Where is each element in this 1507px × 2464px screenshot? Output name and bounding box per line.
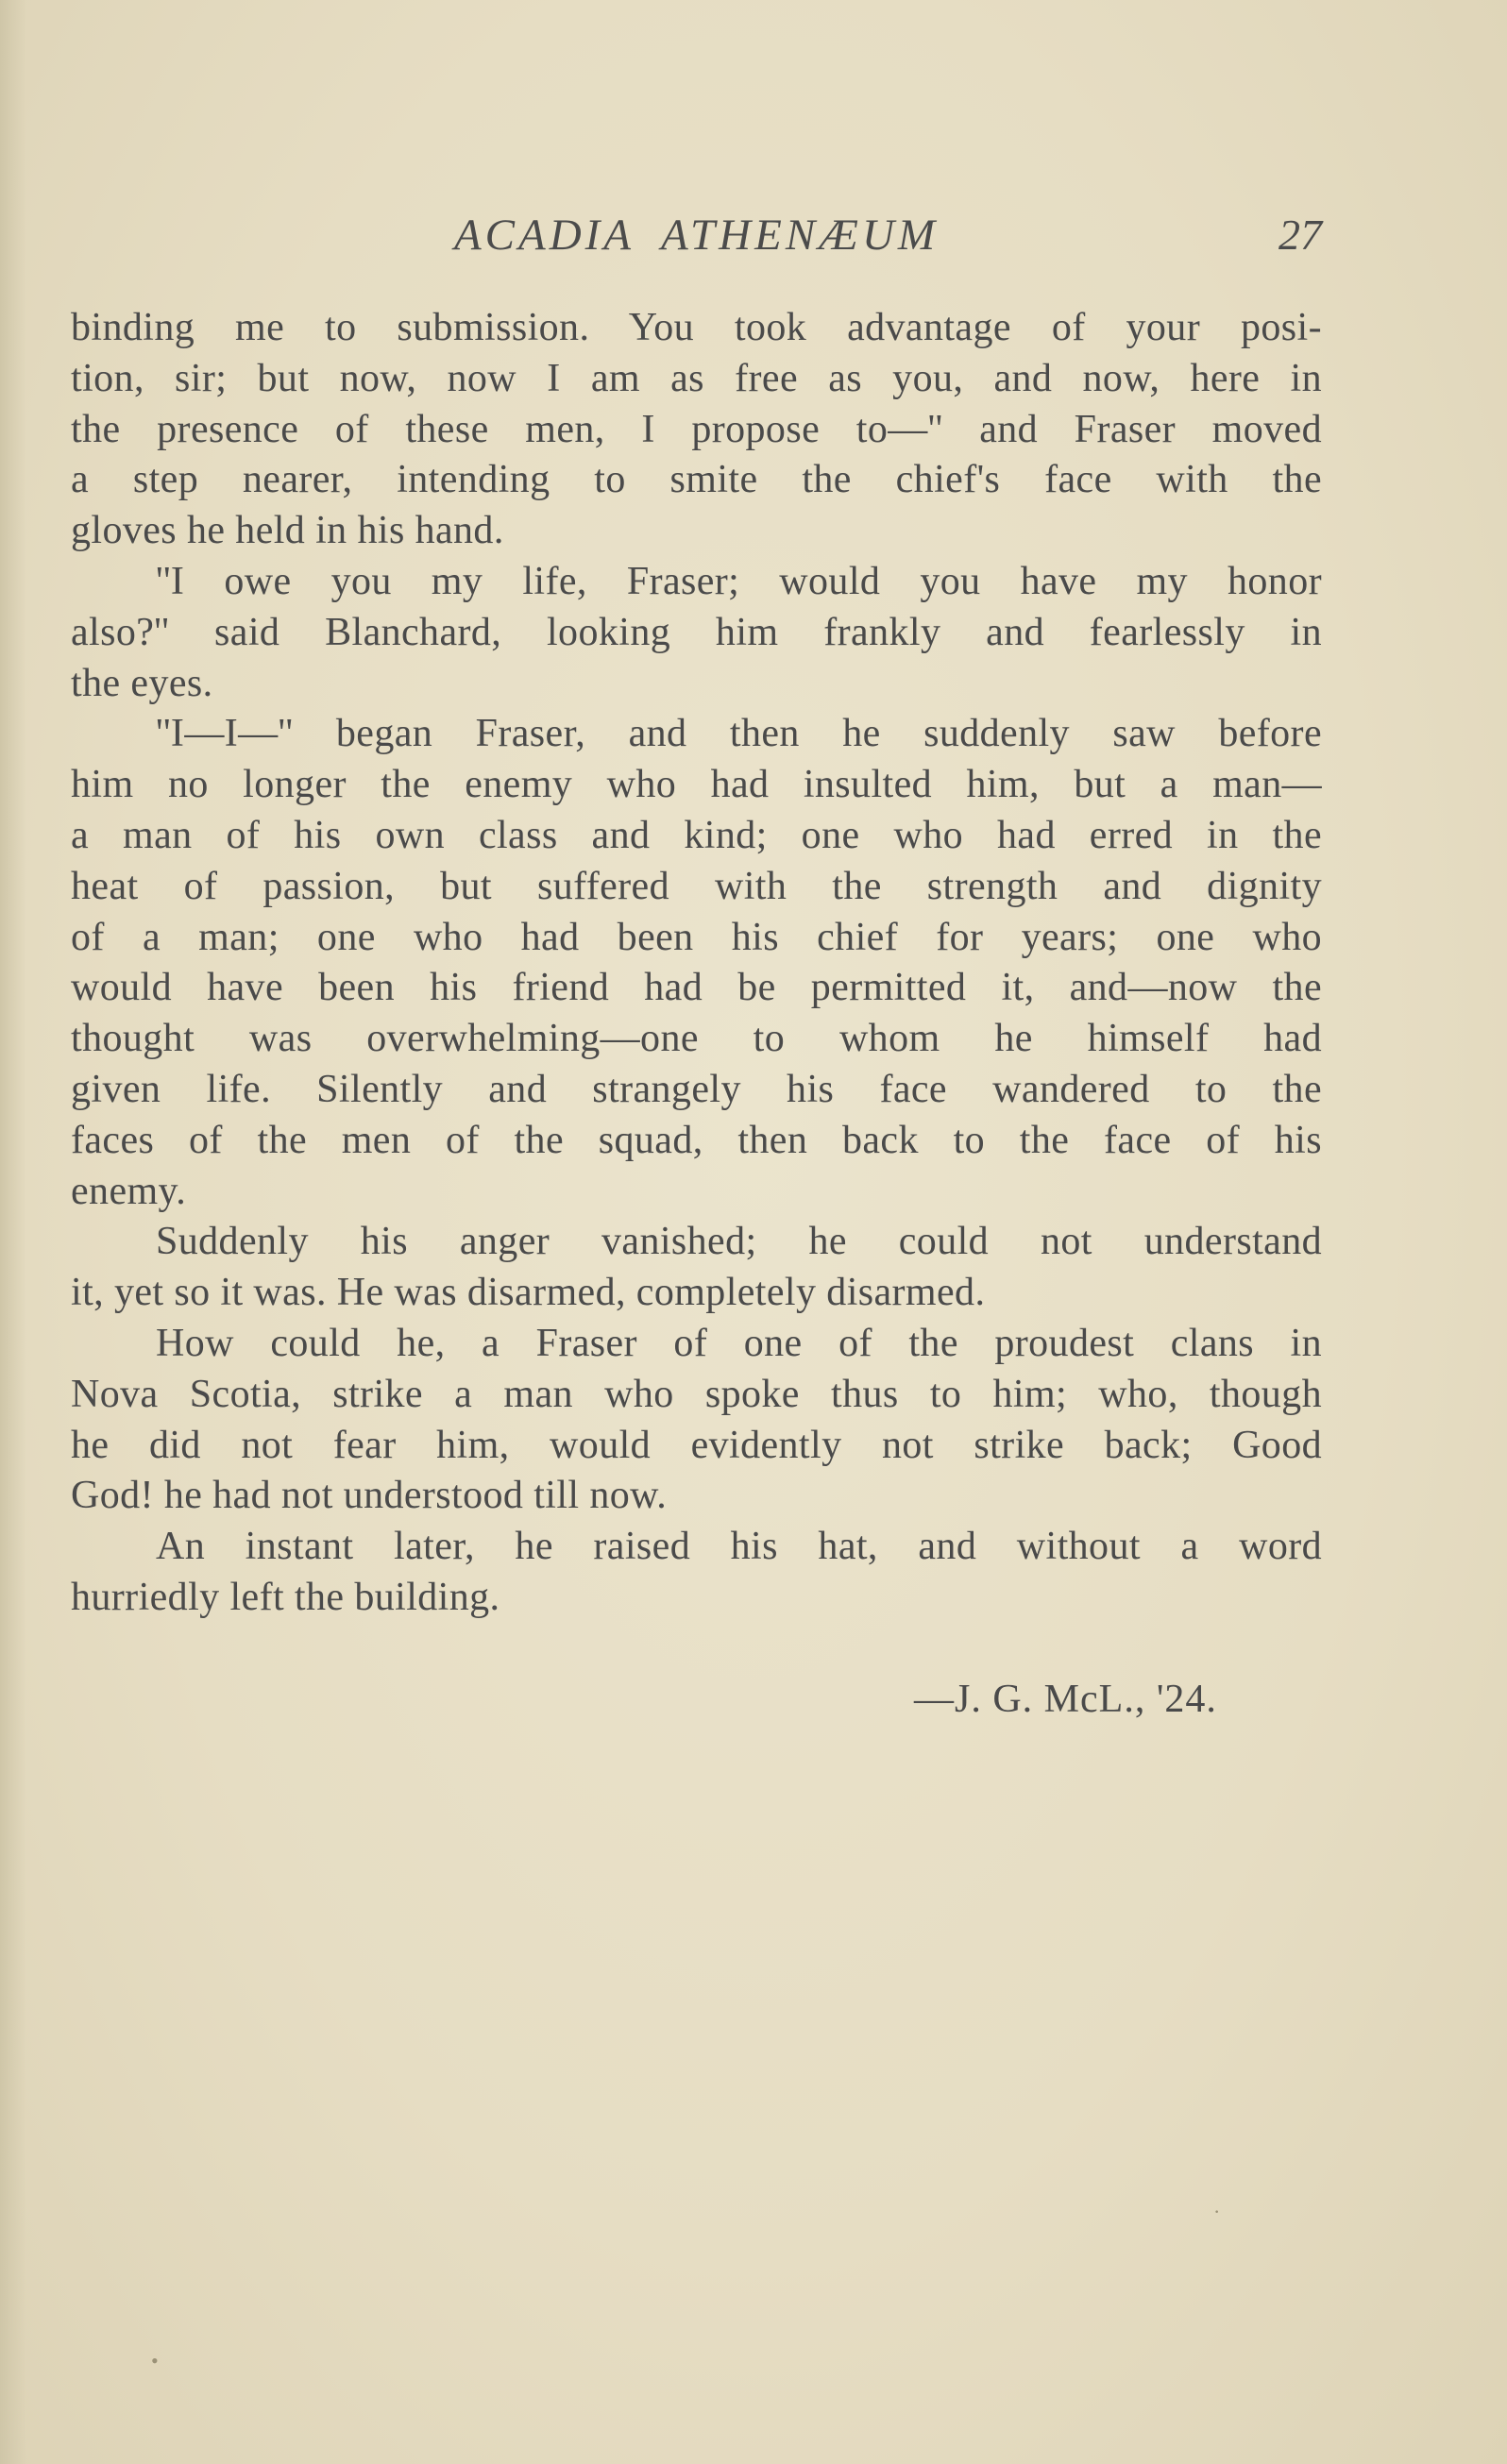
text-line: the presence of these men, I propose to—'' and Fraser moved: [71, 407, 1322, 451]
text-line: given life. Silently and strangely his face wandered to the: [71, 1067, 1322, 1111]
text-line: he did not fear him, would evidently not strike back; Good: [71, 1423, 1322, 1467]
text-line: faces of the men of the squad, then back to the face of his: [71, 1118, 1322, 1162]
text-line: enemy.: [71, 1169, 187, 1213]
text-line: would have been his friend had be permitted it, and—now the: [71, 966, 1322, 1010]
text-line: God! he had not understood till now.: [71, 1474, 668, 1518]
text-line: heat of passion, but suffered with the strength and dignity: [71, 864, 1322, 908]
body-text: [71, 303, 1322, 1624]
author-signature: —J. G. McL., '24.: [914, 1678, 1217, 1721]
text-line: ''I—I—'' began Fraser, and then he suddenly saw before: [156, 712, 1322, 756]
text-line: Nova Scotia, strike a man who spoke thus to him; who, though: [71, 1372, 1322, 1416]
text-line: thought was overwhelming—one to whom he himself had: [71, 1017, 1322, 1061]
text-line: a man of his own class and kind; one who had erred in the: [71, 813, 1322, 857]
text-line: An instant later, he raised his hat, and without a word: [156, 1525, 1322, 1569]
paper-speck: ·: [1213, 2200, 1221, 2223]
text-line: him no longer the enemy who had insulted him, but a man—: [71, 763, 1322, 807]
text-line: a step nearer, intending to smite the chief's face with the: [71, 458, 1322, 502]
text-line: hurriedly left the building.: [71, 1575, 500, 1619]
text-line: tion, sir; but now, now I am as free as you, and now, here in: [71, 356, 1322, 400]
text-line: binding me to submission. You took advantage of your posi-: [71, 306, 1322, 349]
text-line: of a man; one who had been his chief for years; one who: [71, 915, 1322, 959]
text-line: Suddenly his anger vanished; he could not understand: [156, 1220, 1322, 1264]
running-title: ACADIA ATHENÆUM: [453, 211, 940, 260]
text-line: How could he, a Fraser of one of the proudest clans in: [156, 1321, 1322, 1365]
text-line: it, yet so it was. He was disarmed, completely disarmed.: [71, 1271, 986, 1315]
text-line: ''I owe you my life, Fraser; would you have my honor: [156, 559, 1322, 603]
text-line: gloves he held in his hand.: [71, 509, 504, 553]
page-header: [71, 210, 1322, 266]
paper-speck: •: [151, 2349, 159, 2372]
text-line: the eyes.: [71, 661, 213, 705]
page-number: 27: [1278, 211, 1322, 259]
text-line: also?'' said Blanchard, looking him frankly and fearlessly in: [71, 610, 1322, 654]
binding-shadow: [0, 0, 26, 2464]
